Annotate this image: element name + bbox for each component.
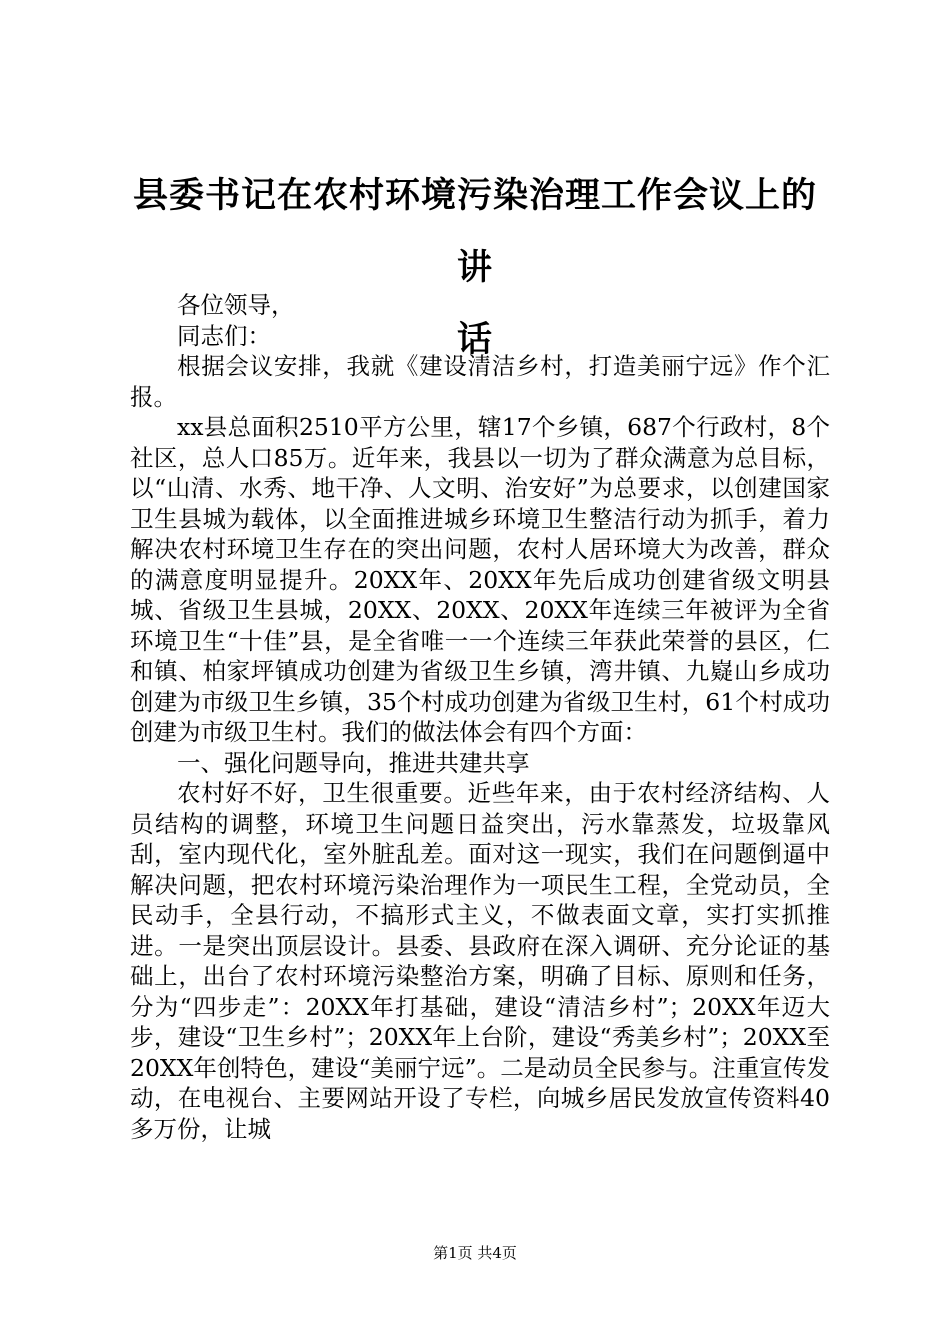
document-body	[130, 290, 830, 1144]
document-title-line-2: 话	[456, 319, 493, 360]
salutation-leaders: 各位领导，	[177, 291, 295, 319]
section-heading-1: 一、强化问题导向，推进共建共享	[177, 748, 530, 777]
salutation-comrades: 同志们：	[177, 321, 271, 350]
paragraph-intro: 根据会议安排，我就《建设清洁乡村，打造美丽宁远》作个汇报。	[130, 352, 830, 411]
page-footer: 第1页 共4页	[433, 1244, 517, 1262]
paragraph-county-overview: xx县总面积2510平方公里，辖17个乡镇，687个行政村，8个社区，总人口85万。近年来，我县以一切为了群众满意为总目标，以“山清、水秀、地干净、人文明、治安好”为总要求，以创建国家卫生县城为载体，以全面推进城乡环境卫生整洁行动为抓手，着力解决农村环境卫生存在的突出问题，农村人居环境大为改善，群众的满意度明显提升。20XX年、20XX年先后成功创建省级文明县城、省级卫生县城，20XX、20XX、20XX年连续三年被评为全省环境卫生“十佳”县，是全省唯一一个连续三年获此荣誉的县区，仁和镇、柏家坪镇成功创建为省级卫生乡镇，湾井镇、九嶷山乡成功创建为市级卫生乡镇，35个村成功创建为省级卫生村，61个村成功创建为市级卫生村。我们的做法体会有四个方面：	[130, 413, 830, 746]
document-title-line-1: 县委书记在农村环境污染治理工作会议上的讲	[132, 175, 817, 288]
paragraph-section-1: 农村好不好，卫生很重要。近些年来，由于农村经济结构、人员结构的调整，环境卫生问题日益突出，污水靠蒸发，垃圾靠风刮，室内现代化，室外脏乱差。面对这一现实，我们在问题倒逼中解决问题，把农村环境污染治理作为一项民生工程，全党动员，全民动手，全县行动，不搞形式主义，不做表面文章，实打实抓推进。一是突出顶层设计。县委、县政府在深入调研、充分论证的基础上，出台了农村环境污染整治方案，明确了目标、原则和任务，分为“四步走”：20XX年打基础，建设“清洁乡村”；20XX年迈大步，建设“卫生乡村”；20XX年上台阶，建设“秀美乡村”；20XX至20XX年创特色，建设“美丽宁远”。二是动员全民参与。注重宣传发动，在电视台、主要网站开设了专栏，向城乡居民发放宣传资料40多万份，让城	[130, 779, 830, 1143]
